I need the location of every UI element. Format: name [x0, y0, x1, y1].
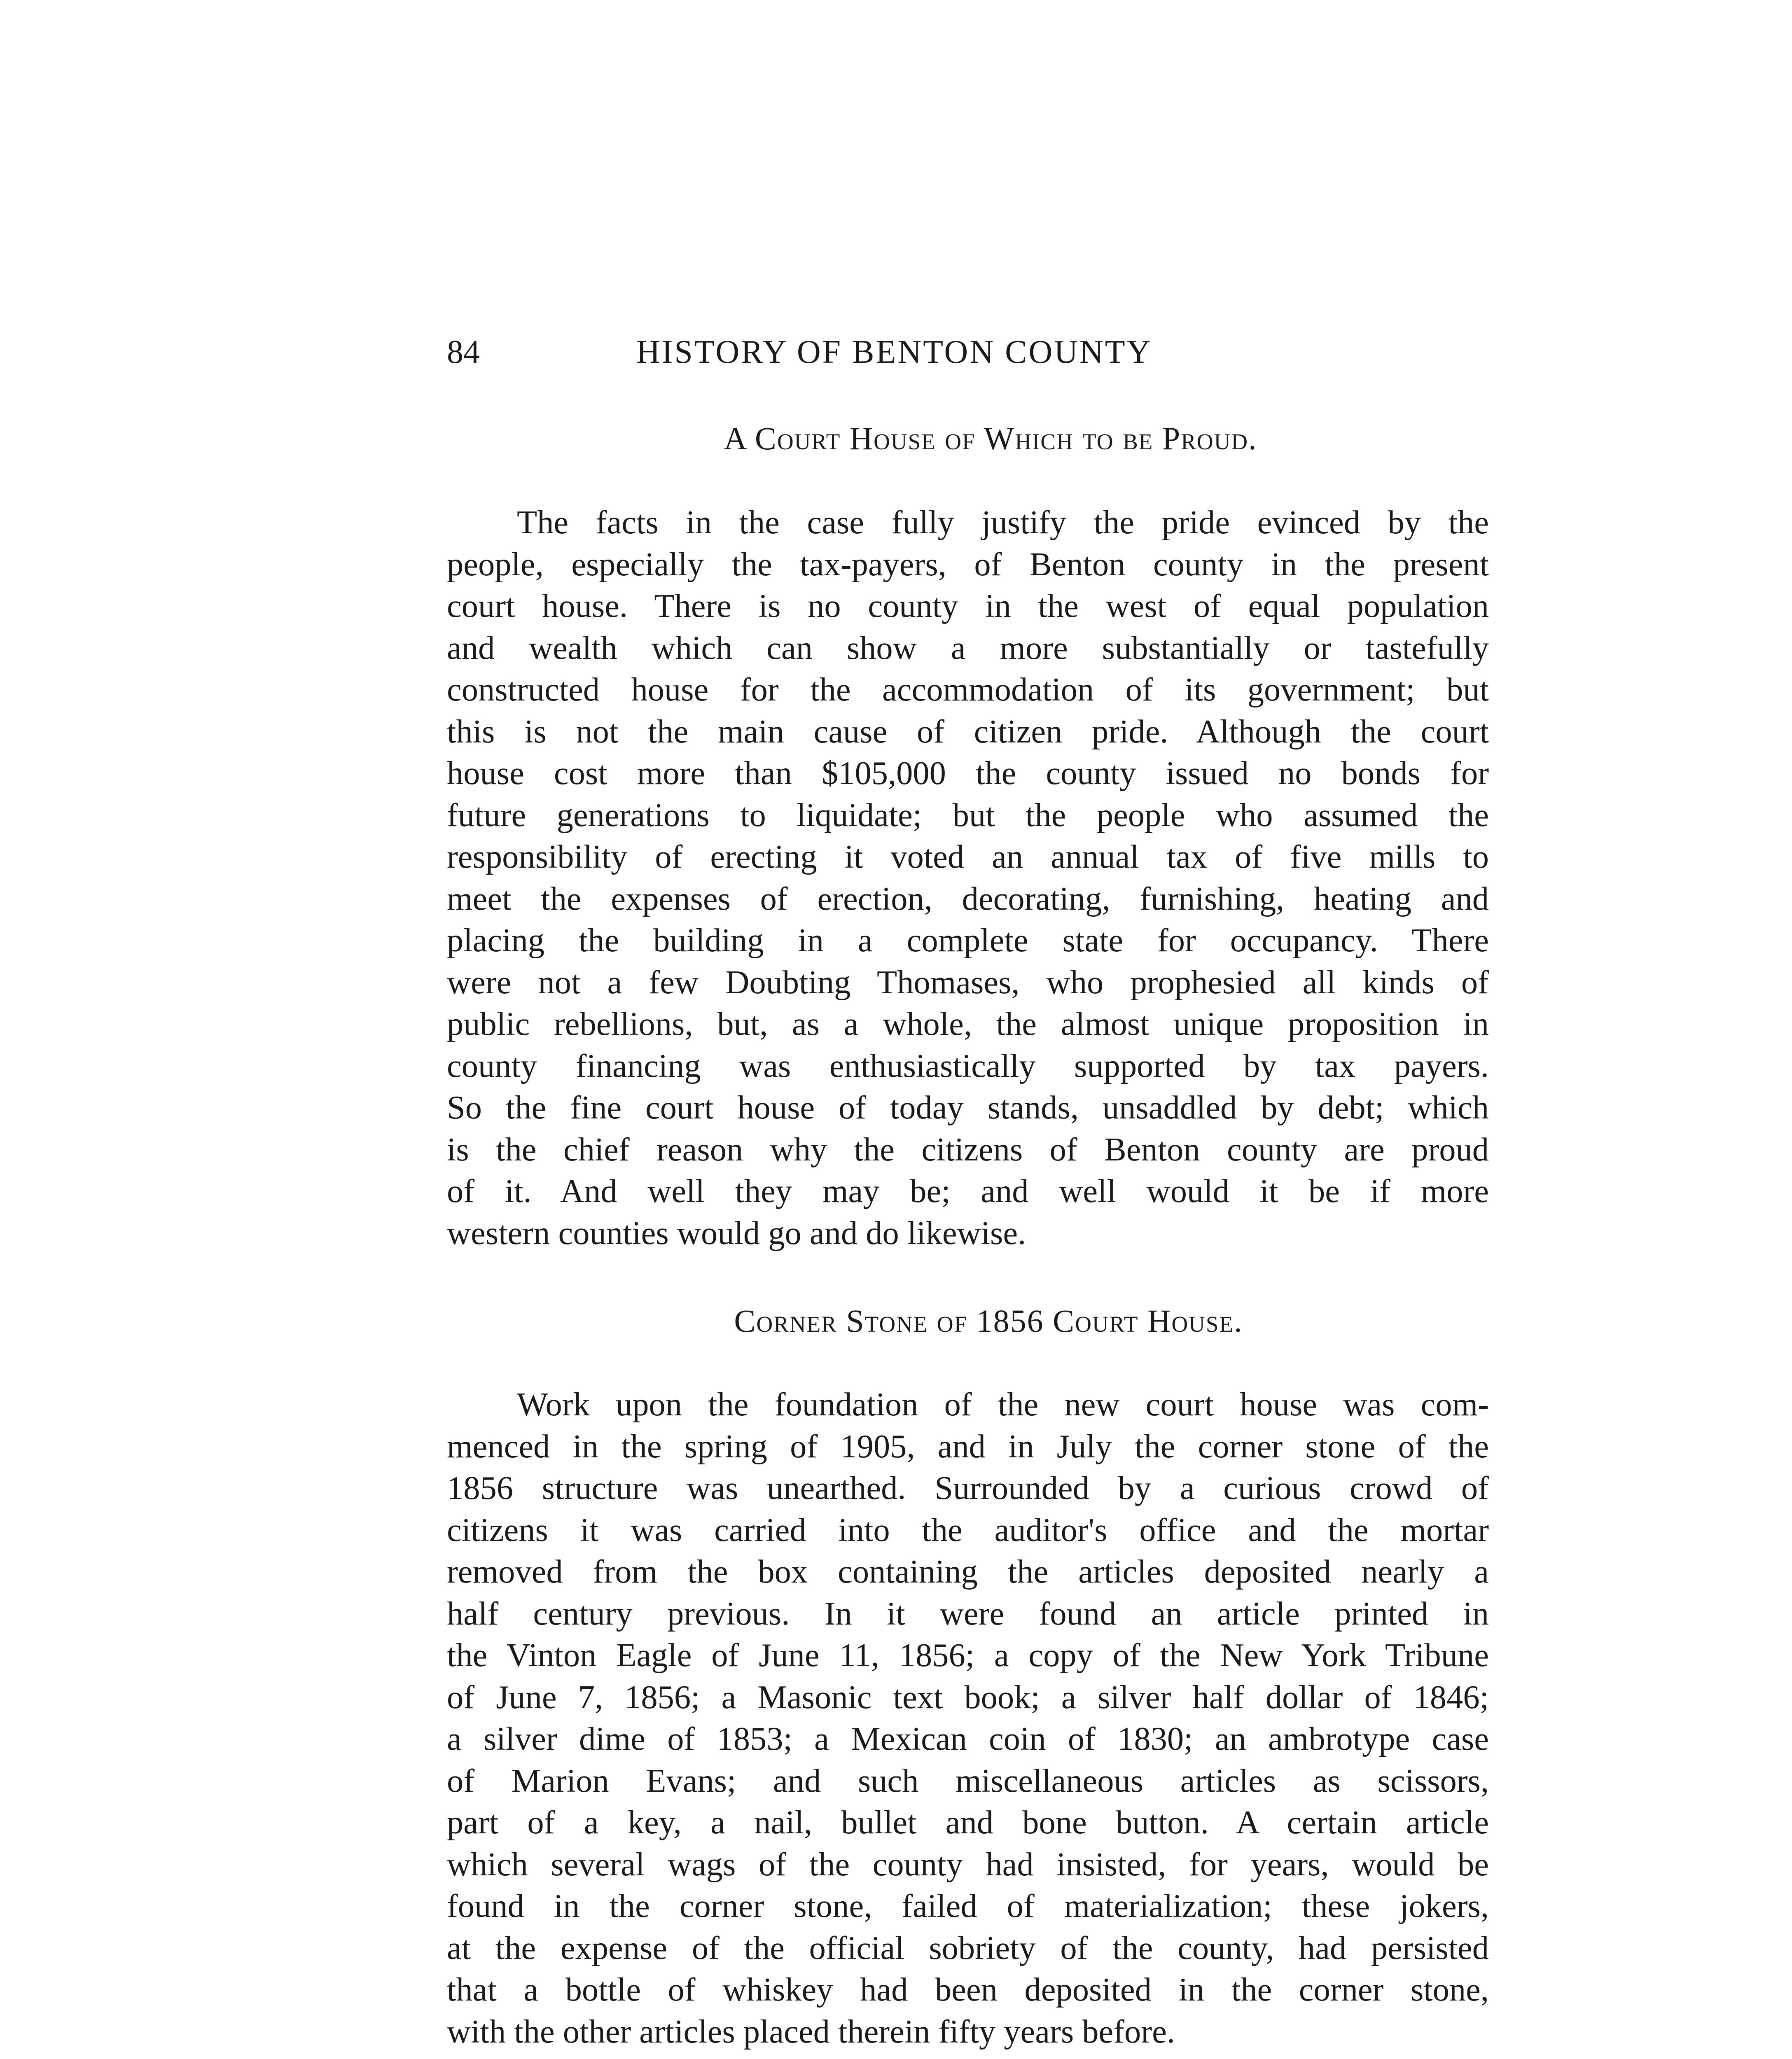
text-line: with the other articles placed therein fifty years before. [447, 2013, 1175, 2050]
text-line: is the chief reason why the citizens of Benton county are proud [447, 1131, 1489, 1168]
text-line: So the fine court house of today stands, unsaddled by debt; which [447, 1089, 1489, 1126]
text-line: part of a key, a nail, bullet and bone button. A certain article [447, 1804, 1489, 1841]
text-line: Work upon the foundation of the new court house was com- [517, 1386, 1489, 1423]
text-line: constructed house for the accommodation of its government; but [447, 671, 1489, 708]
text-line: court house. There is no county in the west of equal population [447, 588, 1489, 624]
text-line: 1856 structure was unearthed. Surrounded by a curious crowd of [447, 1470, 1489, 1506]
text-line: were not a few Doubting Thomases, who prophesied all kinds of [447, 964, 1489, 1001]
text-line: meet the expenses of erection, decorating, furnishing, heating and [447, 880, 1489, 917]
section-heading-court-house: A Court House of Which to be Proud. [724, 420, 1257, 456]
text-line: the Vinton Eagle of June 11, 1856; a copy of the New York Tribune [447, 1637, 1489, 1674]
text-line: and wealth which can show a more substantially or tastefully [447, 629, 1489, 666]
text-line: this is not the main cause of citizen pride. Although the court [447, 713, 1489, 750]
text-line: that a bottle of whiskey had been deposited in the corner stone, [447, 1971, 1489, 2008]
text-line: which several wags of the county had insisted, for years, would be [447, 1846, 1489, 1883]
text-line: citizens it was carried into the auditor's office and the mortar [447, 1511, 1489, 1548]
text-line: a silver dime of 1853; a Mexican coin of 1830; an ambrotype case [447, 1721, 1489, 1757]
text-line: of it. And well they may be; and well would it be if more [447, 1173, 1489, 1209]
text-line: house cost more than $105,000 the county issued no bonds for [447, 755, 1489, 791]
text-line: half century previous. In it were found an article printed in [447, 1595, 1489, 1632]
text-line: people, especially the tax-payers, of Benton county in the present [447, 546, 1489, 583]
text-line: western counties would go and do likewise. [447, 1214, 1026, 1251]
text-line: responsibility of erecting it voted an annual tax of five mills to [447, 838, 1489, 875]
paragraph-court-house [447, 502, 1489, 1254]
page-number: 84 [447, 334, 480, 370]
paragraph-corner-stone [447, 1384, 1489, 2052]
text-line: removed from the box containing the articles deposited nearly a [447, 1553, 1489, 1590]
text-line: county financing was enthusiastically supported by tax payers. [447, 1047, 1489, 1084]
text-line: at the expense of the official sobriety of the county, had persisted [447, 1929, 1489, 1966]
text-line: public rebellions, but, as a whole, the almost unique proposition in [447, 1006, 1489, 1042]
text-line: found in the corner stone, failed of materialization; these jokers, [447, 1888, 1489, 1924]
running-title: HISTORY OF BENTON COUNTY [636, 334, 1152, 370]
text-line: of June 7, 1856; a Masonic text book; a silver half dollar of 1846; [447, 1678, 1489, 1716]
text-line: The facts in the case fully justify the pride evinced by the [517, 504, 1489, 541]
text-line: placing the building in a complete state for occupancy. There [447, 922, 1489, 959]
text-line: of Marion Evans; and such miscellaneous articles as scissors, [447, 1762, 1489, 1799]
section-heading-corner-stone: Corner Stone of 1856 Court House. [734, 1303, 1243, 1339]
page-header [447, 329, 1489, 375]
text-line: future generations to liquidate; but the people who assumed the [447, 796, 1489, 833]
text-line: menced in the spring of 1905, and in July the corner stone of the [447, 1428, 1489, 1465]
